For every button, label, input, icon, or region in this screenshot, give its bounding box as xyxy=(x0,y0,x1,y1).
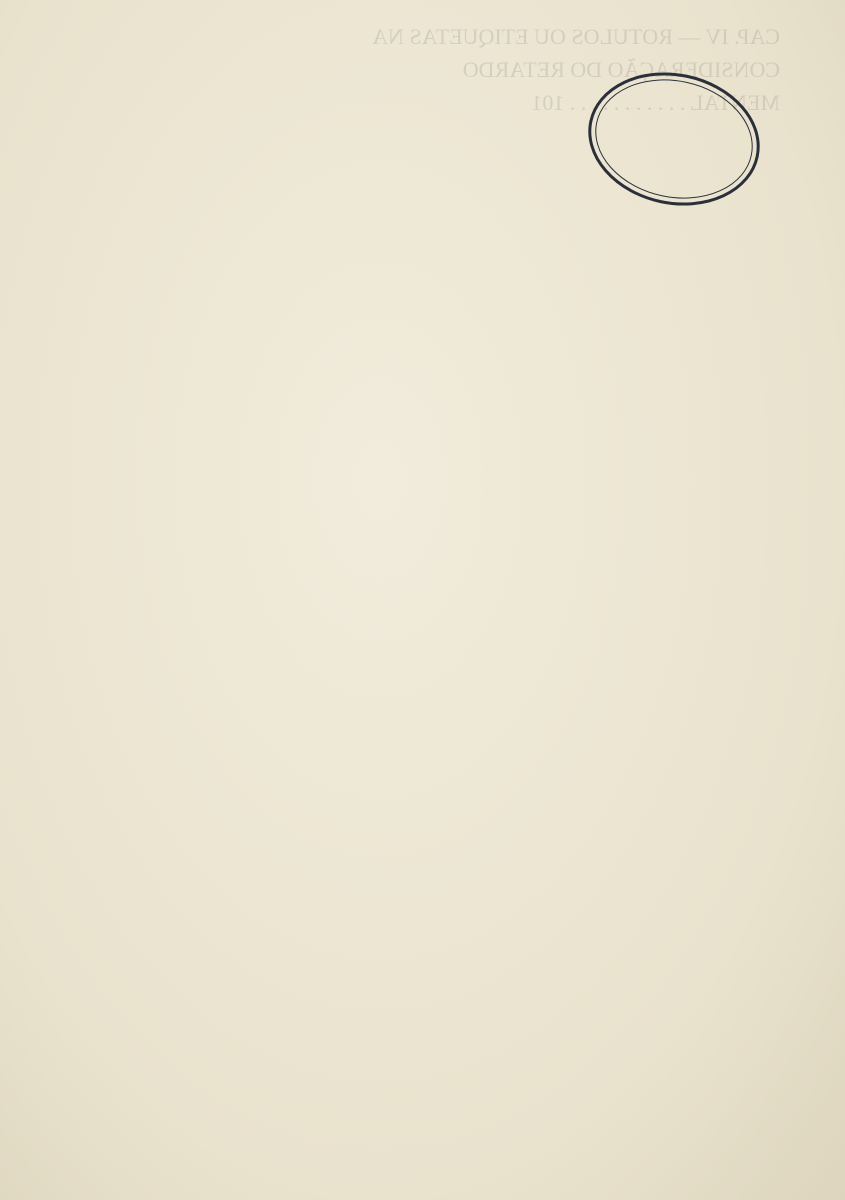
bleed-through-text: CAP. IV — ROTULOS OU ETIQUETAS NA CONSIDERAÇÃO DO RETARDO MENTAL . . . . . . . . . . . 101 xyxy=(372,24,780,115)
